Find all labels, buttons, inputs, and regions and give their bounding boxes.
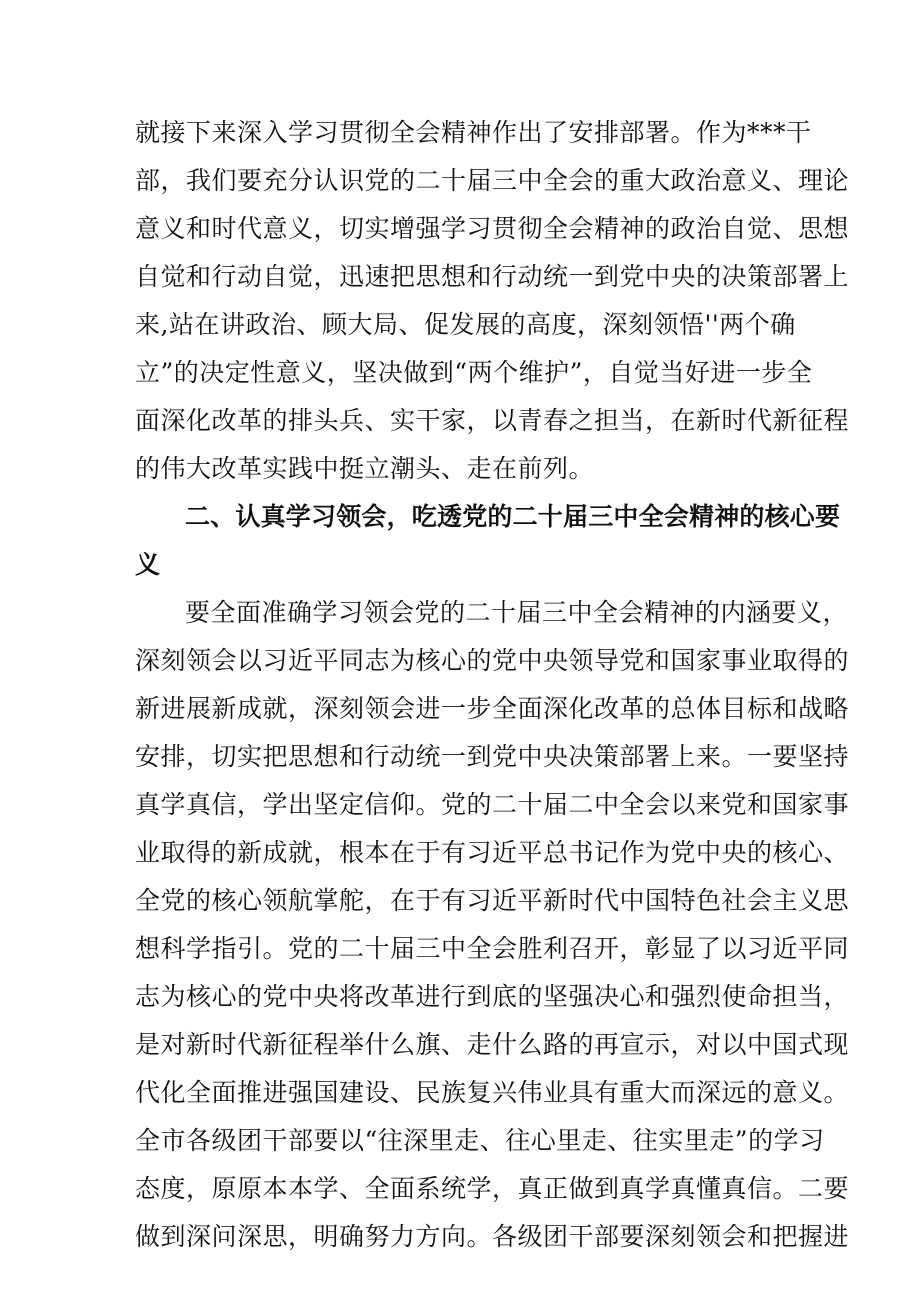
paragraph-line: 的伟大改革实践中挺立潮头、走在前列。 <box>135 454 595 483</box>
paragraph-line: 安排，切实把思想和行动统一到党中央决策部署上来。一要坚持 <box>135 742 850 771</box>
paragraph-line: 做到深问深思，明确努力方向。各级团干部要深刻领会和把握进 <box>135 1222 850 1251</box>
paragraph-line: 真学真信，学出坚定信仰。党的二十届二中全会以来党和国家事 <box>135 790 850 819</box>
paragraph-line: 自觉和行动自觉，迅速把思想和行动统一到党中央的决策部署上 <box>135 262 850 291</box>
paragraph-line: 业取得的新成就，根本在于有习近平总书记作为党中央的核心、 <box>135 838 850 867</box>
paragraph-line: 全党的核心领航掌舵，在于有习近平新时代中国特色社会主义思 <box>135 886 850 915</box>
paragraph-line: 来,站在讲政治、顾大局、促发展的高度，深刻领悟''两个确 <box>135 310 796 339</box>
paragraph-line: 就接下来深入学习贯彻全会精神作出了安排部署。作为***干 <box>135 118 812 147</box>
paragraph-line: 面深化改革的排头兵、实干家，以青春之担当，在新时代新征程 <box>135 406 850 435</box>
paragraph-line: 想科学指引。党的二十届三中全会胜利召开，彰显了以习近平同 <box>135 934 850 963</box>
paragraph-line: 要全面准确学习领会党的二十届三中全会精神的内涵要义， <box>185 598 849 627</box>
heading-line: 义 <box>135 550 161 579</box>
paragraph-line: 深刻领会以习近平同志为核心的党中央领导党和国家事业取得的 <box>135 646 850 675</box>
paragraph-line: 代化全面推进强国建设、民族复兴伟业具有重大而深远的意义。 <box>135 1078 850 1107</box>
paragraph-line: 部，我们要充分认识党的二十届三中全会的重大政治意义、理论 <box>135 166 850 195</box>
paragraph-line: 立”的决定性意义，坚决做到“两个维护”，自觉当好进一步全 <box>135 358 813 387</box>
paragraph-line: 态度，原原本本学、全面系统学，真正做到真学真懂真信。二要 <box>135 1174 850 1203</box>
paragraph-line: 全市各级团干部要以“往深里走、往心里走、往实里走”的学习 <box>135 1126 825 1155</box>
paragraph-line: 意义和时代意义，切实增强学习贯彻全会精神的政治自觉、思想 <box>135 214 850 243</box>
paragraph-line: 志为核心的党中央将改革进行到底的坚强决心和强烈使命担当， <box>135 982 850 1011</box>
paragraph-line: 新进展新成就，深刻领会进一步全面深化改革的总体目标和战略 <box>135 694 850 723</box>
heading-line: 二、认真学习领会，吃透党的二十届三中全会精神的核心要 <box>185 502 841 531</box>
paragraph-line: 是对新时代新征程举什么旗、走什么路的再宣示，对以中国式现 <box>135 1030 850 1059</box>
